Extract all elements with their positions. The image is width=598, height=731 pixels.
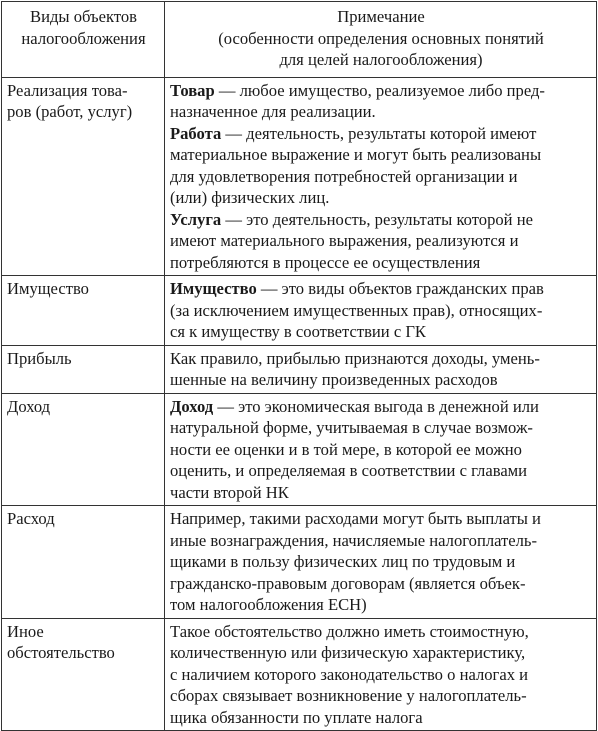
note-cell (165, 345, 597, 393)
note-text: шенные на величину произведенных расходов (170, 370, 498, 389)
note-line (170, 321, 592, 343)
note-term: Имущество (170, 279, 257, 298)
note-text: — деятельность, результаты которой имеют (221, 123, 537, 143)
note-line (170, 278, 592, 300)
note-text: материальное выражение и могут быть реализованы (170, 145, 542, 164)
table-body (2, 77, 597, 731)
object-type-cell (2, 393, 165, 506)
note-line (170, 508, 592, 530)
object-type-cell (2, 77, 165, 276)
note-paragraph (170, 123, 592, 209)
note-line (170, 664, 592, 686)
note-text: — это виды объектов гражданских прав (256, 279, 544, 298)
note-line (170, 685, 592, 707)
note-line (170, 594, 592, 616)
note-paragraph (170, 278, 592, 343)
table-row (2, 345, 597, 393)
note-text: ности ее оценки и в той мере, в которой ее можно (170, 439, 522, 459)
note-line (170, 166, 592, 188)
object-type-line: Прибыль (7, 348, 72, 368)
note-text: Например, такими расходами могут быть выплаты и (170, 509, 541, 528)
note-text: сборах связывает возникновение у налогоплатель- (170, 686, 527, 705)
note-cell (165, 618, 597, 731)
note-cell (165, 506, 597, 619)
note-text: (за исключением имущественных прав), относящих- (170, 300, 543, 320)
note-line (170, 252, 592, 274)
note-text: имеют материального выражения, реализуются и (170, 231, 519, 250)
note-line (170, 707, 592, 729)
note-paragraph (170, 80, 592, 123)
note-line (170, 417, 592, 439)
note-line (170, 460, 592, 482)
object-type-line: Имущество (7, 279, 89, 298)
note-cell (165, 77, 597, 276)
object-type-line: ров (работ, услуг) (7, 102, 133, 121)
table-row (2, 393, 597, 506)
table-row (2, 618, 597, 731)
note-line (170, 396, 592, 418)
object-type-line: Иное (7, 621, 44, 641)
header-object-types (2, 2, 165, 78)
note-text: ся к имуществу в соответствии с ГК (170, 322, 426, 341)
object-type-cell (2, 618, 165, 731)
header-line: для целей налогообложения) (279, 50, 483, 69)
note-text: натуральной форме, учитываемая в случае возмож- (170, 418, 533, 437)
header-row (2, 2, 597, 78)
note-text: с наличием которого законодательство о налогах и (170, 664, 529, 684)
note-cell (165, 393, 597, 506)
note-line (170, 80, 592, 102)
header-line: Виды объектов (30, 7, 137, 26)
tax-objects-table (1, 1, 597, 731)
note-text: (или) физических лиц. (170, 188, 330, 207)
note-line (170, 348, 592, 370)
note-line (170, 187, 592, 209)
header-note (165, 2, 597, 78)
note-line (170, 123, 592, 145)
object-type-cell (2, 506, 165, 619)
table-row (2, 276, 597, 346)
note-line (170, 551, 592, 573)
note-line (170, 300, 592, 322)
header-line: (особенности определения основных понятий (218, 28, 544, 48)
table-row (2, 506, 597, 619)
note-text: назначенное для реализации. (170, 102, 376, 121)
note-paragraph (170, 621, 592, 729)
note-line (170, 530, 592, 552)
note-term: Работа (170, 123, 222, 143)
note-line (170, 482, 592, 504)
note-line (170, 369, 592, 391)
object-type-line: Доход (7, 396, 51, 416)
note-text: гражданско-правовым договорам (является объек- (170, 573, 526, 593)
note-text: — любое имущество, реализуемое либо пред- (214, 80, 545, 100)
note-text: для удовлетворения потребностей организации и (170, 166, 518, 186)
note-line (170, 144, 592, 166)
note-term: Услуга (170, 209, 222, 229)
note-text: Такое обстоятельство должно иметь стоимостную, (170, 621, 529, 641)
table-row (2, 77, 597, 276)
note-line (170, 621, 592, 643)
note-cell (165, 276, 597, 346)
note-text: — это экономическая выгода в денежной или (213, 396, 539, 416)
note-text: части второй НК (170, 482, 289, 502)
note-line (170, 101, 592, 123)
note-line (170, 439, 592, 461)
note-text: количественную или физическую характеристику, (170, 643, 526, 662)
note-text: том налогообложения ЕСН) (170, 595, 367, 614)
note-text: потребляются в процессе ее осуществления (170, 252, 481, 272)
note-term: Доход (170, 396, 214, 416)
note-text: щика обязанности по уплате налога (170, 707, 423, 727)
note-text: иные вознаграждения, начисляемые налогоплатель- (170, 530, 538, 550)
object-type-line: Расход (7, 509, 55, 528)
note-term: Товар (170, 80, 215, 100)
note-text: оценить, и определяемая в соответствии с главами (170, 461, 528, 480)
note-line (170, 573, 592, 595)
note-paragraph (170, 508, 592, 616)
object-type-cell (2, 276, 165, 346)
object-type-line: обстоятельство (7, 643, 115, 662)
note-text: — это деятельность, результаты которой не (221, 209, 533, 229)
object-type-cell (2, 345, 165, 393)
note-line (170, 642, 592, 664)
note-paragraph (170, 209, 592, 274)
object-type-line: Реализация това- (7, 80, 128, 100)
note-line (170, 209, 592, 231)
header-line: налогообложения (21, 28, 146, 48)
note-line (170, 230, 592, 252)
note-paragraph (170, 348, 592, 391)
note-paragraph (170, 396, 592, 504)
header-line: Примечание (337, 7, 425, 26)
note-text: щиками в пользу физических лиц по трудовым и (170, 552, 516, 571)
note-text: Как правило, прибылью признаются доходы, умень- (170, 348, 540, 368)
